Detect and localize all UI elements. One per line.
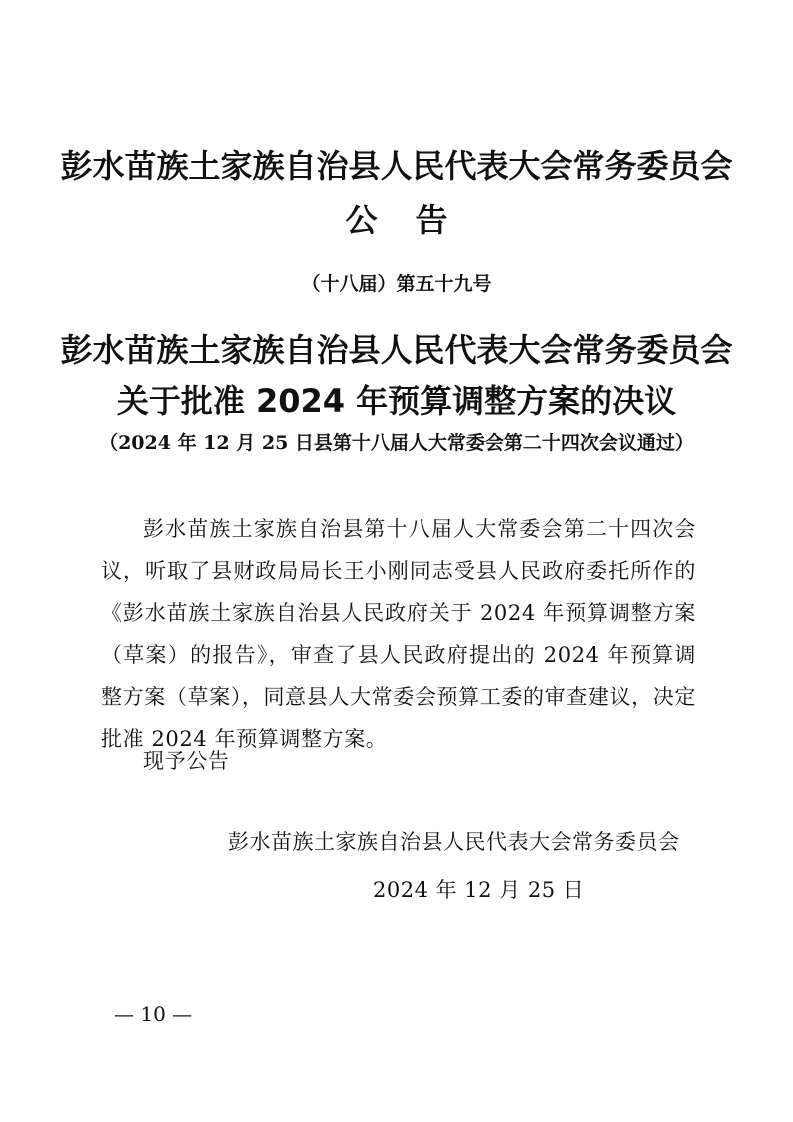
notice-number: （十八届）第五十九号 [301,273,492,295]
decision-title-line2: 关于批准 2024 年预算调整方案的决议 [116,382,677,420]
body-paragraph: 彭水苗族土家族自治县第十八届人大常委会第二十四次会议，听取了县财政局局长王小刚同志受县人民政府委托所作的《彭水苗族土家族自治县人民政府关于 2024 年预算调整方案（草案）的报告》，审查了县人民政府提出的 2024 年预算调整方案（草案），同意县人大常委会预算工委的审查建议，决定批准 2024 年预算调整方案。 [101,517,696,751]
issuer-title: 彭水苗族土家族自治县人民代表大会常务委员会 [60,147,733,185]
notice-title: 公告 [345,201,486,239]
decision-title-line1: 彭水苗族土家族自治县人民代表大会常务委员会 [60,331,733,369]
closing-statement: 现予公告 [143,749,230,773]
adoption-note: （2024 年 12 月 25 日县第十八届人大常委会第二十四次会议通过） [99,432,694,454]
sign-date: 2024 年 12 月 25 日 [373,878,585,902]
signatory: 彭水苗族土家族自治县人民代表大会常务委员会 [228,830,680,854]
page-number: — 10 — [114,1002,193,1026]
